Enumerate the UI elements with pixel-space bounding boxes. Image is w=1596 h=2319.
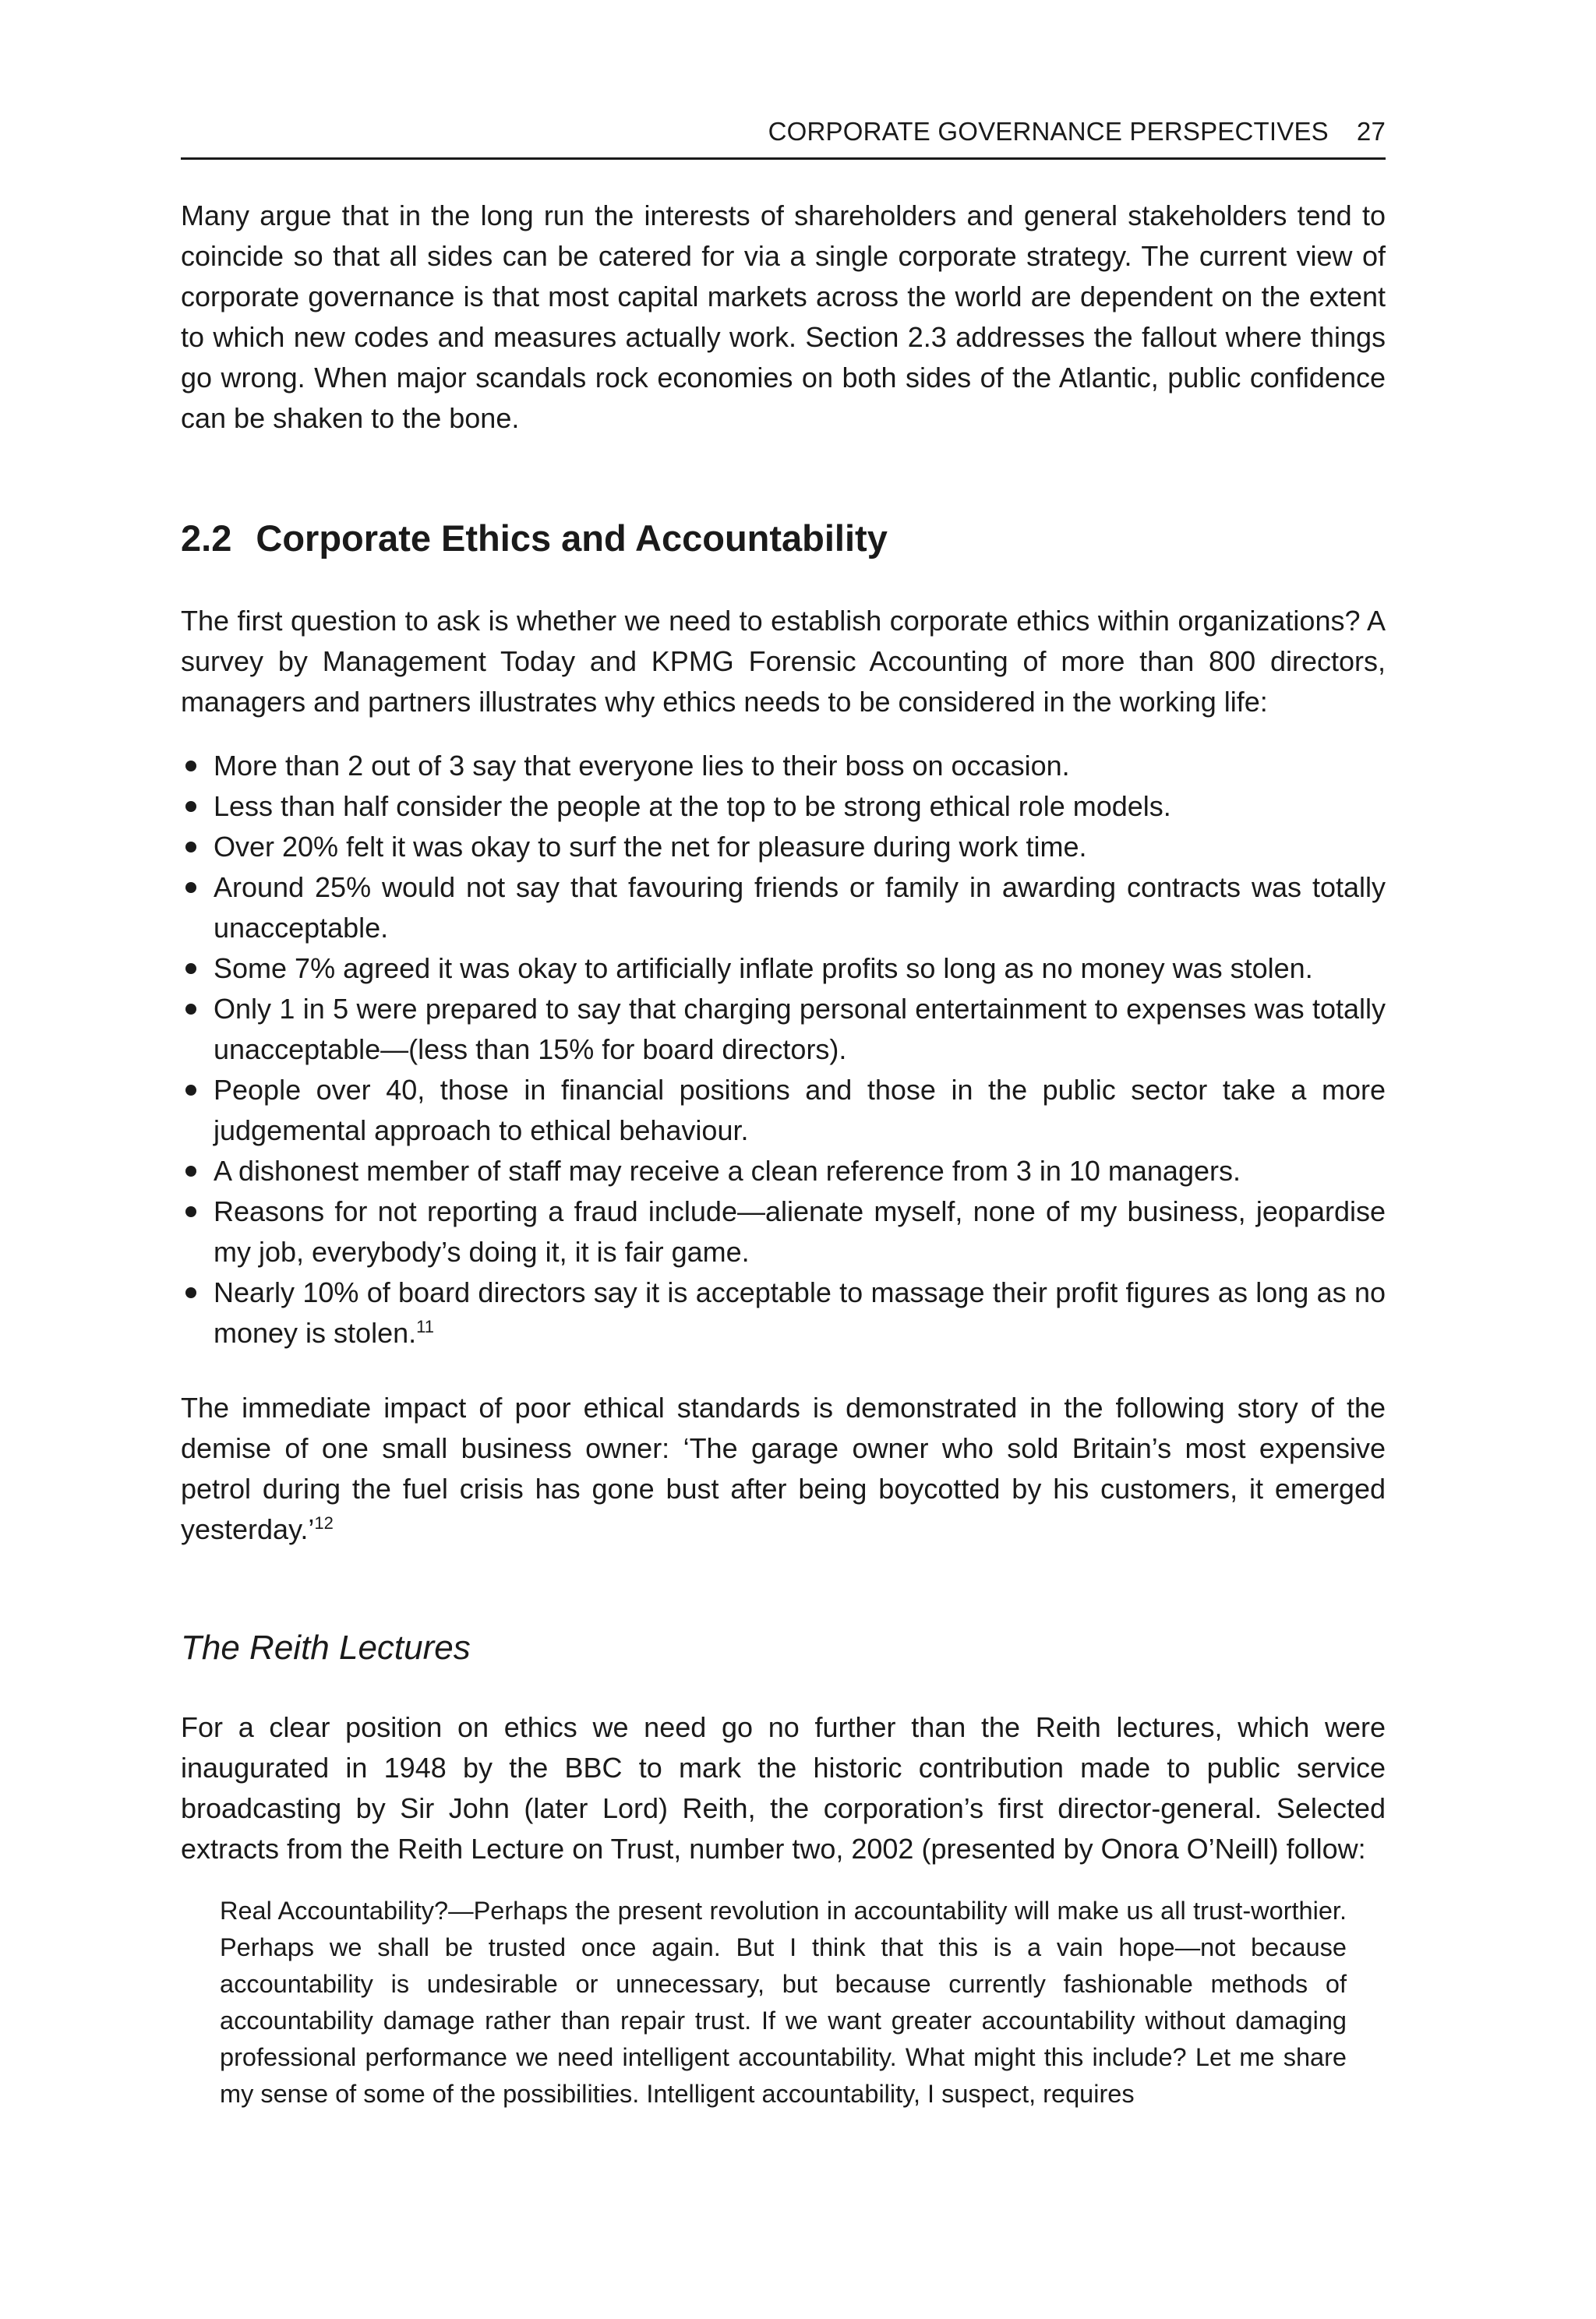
list-item: Some 7% agreed it was okay to artificially inflate profits so long as no money was stolen.: [181, 948, 1386, 989]
list-item: Reasons for not reporting a fraud include—alienate myself, none of my business, jeopardise my job, everybody’s doing it, it is fair game.: [181, 1191, 1386, 1272]
list-item: People over 40, those in financial positions and those in the public sector take a more judgemental approach to ethical behaviour.: [181, 1070, 1386, 1151]
survey-findings-list: [181, 746, 1386, 1354]
section-lead-paragraph: The first question to ask is whether we need to establish corporate ethics within organizations? A survey by Management Today and KPMG Forensic Accounting of more than 800 directors, managers and partners illustrates why ethics needs to be considered in the working life:: [181, 605, 1386, 718]
closing-paragraph: The immediate impact of poor ethical standards is demonstrated in the following story of the demise of one small business owner: ‘The garage owner who sold Britain’s most expensive petrol during the fuel crisis has gone bust after being boycotted by his customers, it emerged yesterday.’$^{12}$: [181, 1392, 1386, 1545]
book-page: [181, 117, 1386, 2113]
list-item: Over 20% felt it was okay to surf the net for pleasure during work time.: [181, 827, 1386, 867]
running-head-title: CORPORATE GOVERNANCE PERSPECTIVES: [768, 117, 1329, 146]
section-title: Corporate Ethics and Accountability: [256, 517, 888, 559]
list-item: Only 1 in 5 were prepared to say that charging personal entertainment to expenses was totally unacceptable—(less than 15% for board directors).: [181, 989, 1386, 1070]
list-item: Less than half consider the people at the top to be strong ethical role models.: [181, 786, 1386, 827]
intro-paragraph: Many argue that in the long run the interests of shareholders and general stakeholders tend to coincide so that all sides can be catered for via a single corporate strategy. The current view of corporate governance is that most capital markets across the world are dependent on the extent to which new codes and measures actually work. Section 2.3 addresses the fallout where things go wrong. When major scandals rock economies on both sides of the Atlantic, public confidence can be shaken to the bone.: [181, 199, 1386, 434]
list-item: More than 2 out of 3 say that everyone lies to their boss on occasion.: [181, 746, 1386, 786]
bullet-icon: [185, 1004, 196, 1015]
section-number: 2.2: [181, 517, 232, 559]
running-head: [181, 117, 1386, 160]
list-item: Nearly 10% of board directors say it is acceptable to massage their profit figures as long as no money is stolen.$^{11}$: [181, 1272, 1386, 1354]
bullet-icon: [185, 801, 196, 812]
bullet-icon: [185, 1206, 196, 1217]
bullet-icon: [185, 1085, 196, 1096]
bullet-icon: [185, 761, 196, 771]
footnote-reference: 12: [314, 1513, 334, 1533]
footnote-reference: 11: [416, 1317, 434, 1336]
bullet-icon: [185, 882, 196, 893]
bullet-icon: [185, 1166, 196, 1177]
bullet-icon: [185, 842, 196, 852]
section-heading: [181, 515, 1386, 562]
list-item: A dishonest member of staff may receive a clean reference from 3 in 10 managers.: [181, 1151, 1386, 1191]
subsection-paragraph: For a clear position on ethics we need go no further than the Reith lectures, which were inaugurated in 1948 by the BBC to mark the historic contribution made to public service broadcasting by Sir John (later Lord) Reith, the corporation’s first director-general. Selected extracts from the Reith Lecture on Trust, number two, 2002 (presented by Onora O’Neill) follow:: [181, 1711, 1386, 1865]
bullet-icon: [185, 1287, 196, 1298]
page-number: 27: [1356, 117, 1386, 146]
block-quote-extract: Real Accountability?—Perhaps the present revolution in accountability will make us all trust-worthier. Perhaps we shall be trusted once again. But I think that this is a vain hope—not because accountability is undesirable or unnecessary, but because currently fashionable methods of accountability damage rather than repair trust. If we want greater accountability without damaging professional performance we need intelligent accountability. What might this include? Let me share my sense of some of the possibilities. Intelligent accountability, I suspect, requires: [220, 1897, 1347, 2108]
bullet-icon: [185, 963, 196, 974]
list-item: Around 25% would not say that favouring friends or family in awarding contracts was totally unacceptable.: [181, 867, 1386, 948]
subsection-heading: The Reith Lectures: [181, 1629, 471, 1667]
